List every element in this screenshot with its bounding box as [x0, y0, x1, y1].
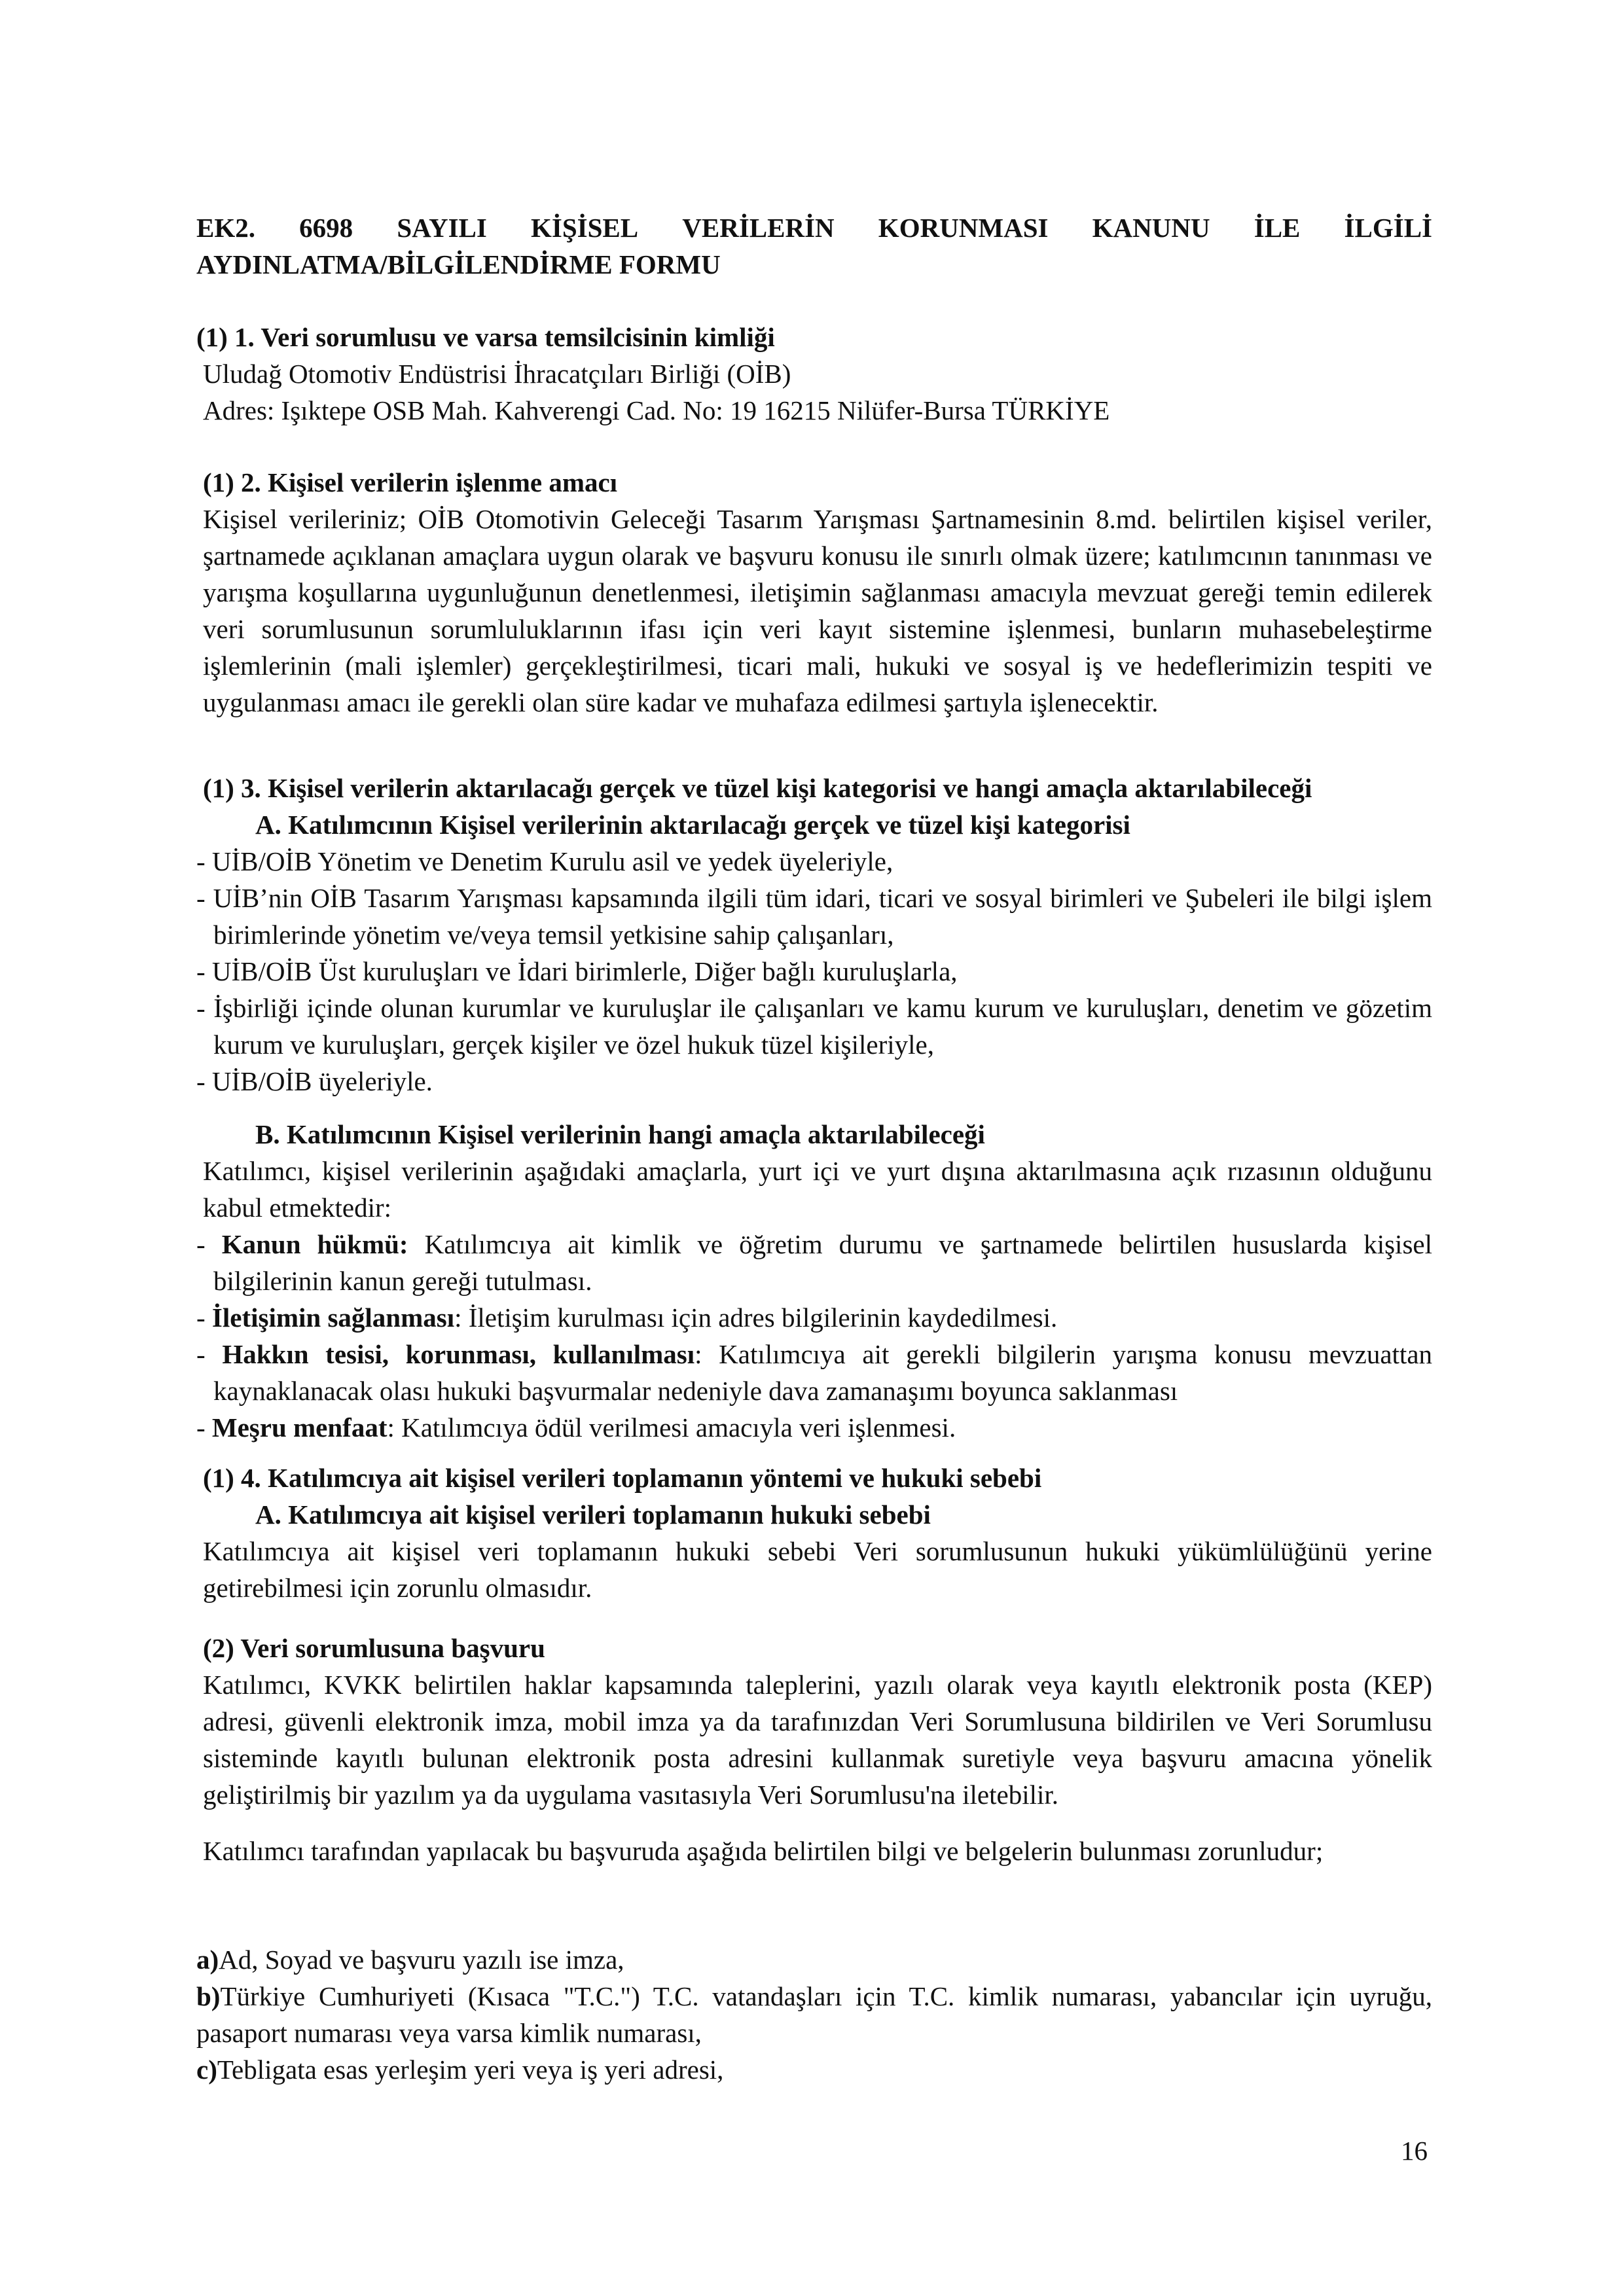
list-item: [196, 2051, 1432, 2088]
list-item: - UİB/OİB üyeleriyle.: [196, 1066, 433, 1096]
section-3: [196, 770, 1432, 1100]
list-dash: -: [196, 1229, 222, 1259]
list-item: [196, 1409, 1432, 1446]
title-word: İLGİLİ: [1344, 213, 1432, 243]
list-item: [196, 1336, 1432, 1409]
title-word: KİŞİSEL: [530, 213, 639, 243]
list-item: [196, 1978, 1432, 2051]
list-item-label: Meşru menfaat: [211, 1412, 388, 1443]
list-item: - UİB/OİB Yönetim ve Denetim Kurulu asil ve yedek üyeleriyle,: [196, 846, 893, 876]
section-2: [196, 464, 1432, 721]
section-4: [196, 1460, 1432, 1606]
title-word: İLE: [1254, 213, 1301, 243]
section-5-requirements: [196, 1833, 1432, 1869]
title-line-1: [196, 209, 1432, 246]
section-3b-intro: Katılımcı, kişisel verilerinin aşağıdaki amaçlarla, yurt içi ve yurt dışına aktarılmasına açık rızasının olduğunu kabul etmektedir:: [203, 1156, 1432, 1223]
section-3-heading: (1) 3. Kişisel verilerin aktarılacağı gerçek ve tüzel kişi kategorisi ve hangi amaçla aktarılabileceği: [203, 773, 1312, 803]
section-3b-heading: B. Katılımcının Kişisel verilerinin hangi amaçla aktarılabileceği: [255, 1119, 985, 1149]
title-word: KANUNU: [1092, 213, 1210, 243]
list-dash: -: [196, 1339, 223, 1369]
item-label: b): [196, 1981, 221, 2011]
list-item-text: : İletişim kurulması için adres bilgilerinin kaydedilmesi.: [454, 1302, 1058, 1333]
title-word: VERİLERİN: [682, 213, 835, 243]
list-item: [196, 1299, 1432, 1336]
list-item-label: Kanun hükmü:: [221, 1229, 408, 1259]
page-number: 16: [1401, 2136, 1428, 2166]
title-word: KORUNMASI: [878, 213, 1049, 243]
section-4a-heading: A. Katılımcıya ait kişisel verileri toplamanın hukuki sebebi: [255, 1499, 931, 1530]
list-item-text: Katılımcıya ait kimlik ve öğretim durumu ve şartnamede belirtilen hususlarda kişisel bilgilerinin kanun gereği tutulması.: [213, 1229, 1432, 1296]
section-1-heading: (1) 1. Veri sorumlusu ve varsa temsilcisinin kimliği: [196, 322, 775, 352]
title-word: SAYILI: [397, 213, 487, 243]
section-5: [196, 1630, 1432, 1813]
list-item-label: Hakkın tesisi, korunması, kullanılması: [222, 1339, 695, 1369]
title-line-2: AYDINLATMA/BİLGİLENDİRME FORMU: [196, 249, 721, 279]
item-label: a): [196, 1945, 219, 1975]
title-word: EK2.: [196, 213, 255, 243]
list-item: - UİB/OİB Üst kuruluşları ve İdari birimlerle, Diğer bağlı kuruluşlarla,: [196, 956, 958, 986]
section-2-heading: (1) 2. Kişisel verilerin işlenme amacı: [203, 467, 618, 497]
section-3a-heading: A. Katılımcının Kişisel verilerinin aktarılacağı gerçek ve tüzel kişi kategorisi: [255, 810, 1130, 840]
section-5-body: Katılımcı, KVKK belirtilen haklar kapsamında taleplerini, yazılı olarak veya kayıtlı elektronik posta (KEP) adresi, güvenli elektronik imza, mobil imza ya da tarafınızdan Veri Sorumlusuna bildirilen ve Veri Sorumlusu sisteminde kayıtlı bulunan elektronik posta adresini kullanmak suretiyle veya başvuru amacına yönelik geliştirilmiş bir yazılım ya da uygulama vasıtasıyla Veri Sorumlusu'na iletebilir.: [203, 1670, 1432, 1810]
section-5-heading: (2) Veri sorumlusuna başvuru: [203, 1633, 545, 1663]
list-item: [196, 1941, 1432, 1978]
requirements-list: [196, 1941, 1432, 2088]
form-title: [196, 209, 1432, 283]
controller-address: Adres: Işıktepe OSB Mah. Kahverengi Cad. No: 19 16215 Nilüfer-Bursa TÜRKİYE: [203, 395, 1110, 425]
list-item-label: İletişimin sağlanması: [211, 1302, 455, 1333]
list-item-text: : Katılımcıya ödül verilmesi amacıyla veri işlenmesi.: [387, 1412, 956, 1443]
list-item: - UİB’nin OİB Tasarım Yarışması kapsamında ilgili tüm idari, ticari ve sosyal birimleri ve Şubeleri ile bilgi işlem birimlerinde yönetim ve/veya temsil yetkisine sahip çalışanları,: [196, 883, 1432, 950]
list-item: - İşbirliği içinde olunan kurumlar ve kuruluşlar ile çalışanları ve kamu kurum ve kuruluşları, denetim ve gözetim kurum ve kuruluşları, gerçek kişiler ve özel hukuk tüzel kişileriyle,: [196, 993, 1432, 1060]
list-a: [196, 843, 1432, 1100]
list-dash: -: [196, 1302, 212, 1333]
section-3b: [196, 1116, 1432, 1446]
item-text: Türkiye Cumhuriyeti (Kısaca "T.C.") T.C. vatandaşları için T.C. kimlik numarası, yabancılar için uyruğu, pasaport numarası veya varsa kimlik numarası,: [196, 1981, 1432, 2048]
section-1: [196, 319, 1432, 429]
list-item: [196, 1226, 1432, 1299]
controller-name: Uludağ Otomotiv Endüstrisi İhracatçıları Birliği (OİB): [203, 359, 791, 389]
section-4-body: Katılımcıya ait kişisel veri toplamanın hukuki sebebi Veri sorumlusunun hukuki yükümlülüğünü yerine getirebilmesi için zorunlu olmasıdır.: [203, 1536, 1432, 1603]
list-dash: -: [196, 1412, 212, 1443]
item-text: Ad, Soyad ve başvuru yazılı ise imza,: [219, 1945, 624, 1975]
section-2-body: Kişisel verileriniz; OİB Otomotivin Geleceği Tasarım Yarışması Şartnamesinin 8.md. belirtilen kişisel veriler, şartnamede açıklanan amaçlara uygun olarak ve başvuru konusu ile sınırlı olmak üzere; katılımcının tanınması ve yarışma koşullarına uygunluğunun denetlenmesi, iletişimin sağlanması amacıyla mevzuat gereği temin edilerek veri sorumlusunun sorumluluklarının ifası için veri kayıt sistemine işlenmesi, bunların muhasebeleştirme işlemlerinin (mali işlemler) gerçekleştirilmesi, ticari mali, hukuki ve sosyal iş ve hedeflerimizin tespiti ve uygulanması amacı ile gerekli olan süre kadar ve muhafaza edilmesi şartıyla işlenecektir.: [203, 504, 1432, 717]
item-label: c): [196, 2054, 217, 2085]
requirements-intro: Katılımcı tarafından yapılacak bu başvuruda aşağıda belirtilen bilgi ve belgelerin bulunması zorunludur;: [203, 1836, 1324, 1866]
item-text: Tebligata esas yerleşim yeri veya iş yeri adresi,: [217, 2054, 724, 2085]
section-4-heading: (1) 4. Katılımcıya ait kişisel verileri toplamanın yöntemi ve hukuki sebebi: [203, 1463, 1042, 1493]
list-item-text: : Katılımcıya ait gerekli bilgilerin yarışma konusu mevzuattan kaynaklanacak olası hukuki başvurmalar nedeniyle dava zamanaşımı boyunca saklanması: [213, 1339, 1433, 1406]
title-word: 6698: [299, 213, 353, 243]
